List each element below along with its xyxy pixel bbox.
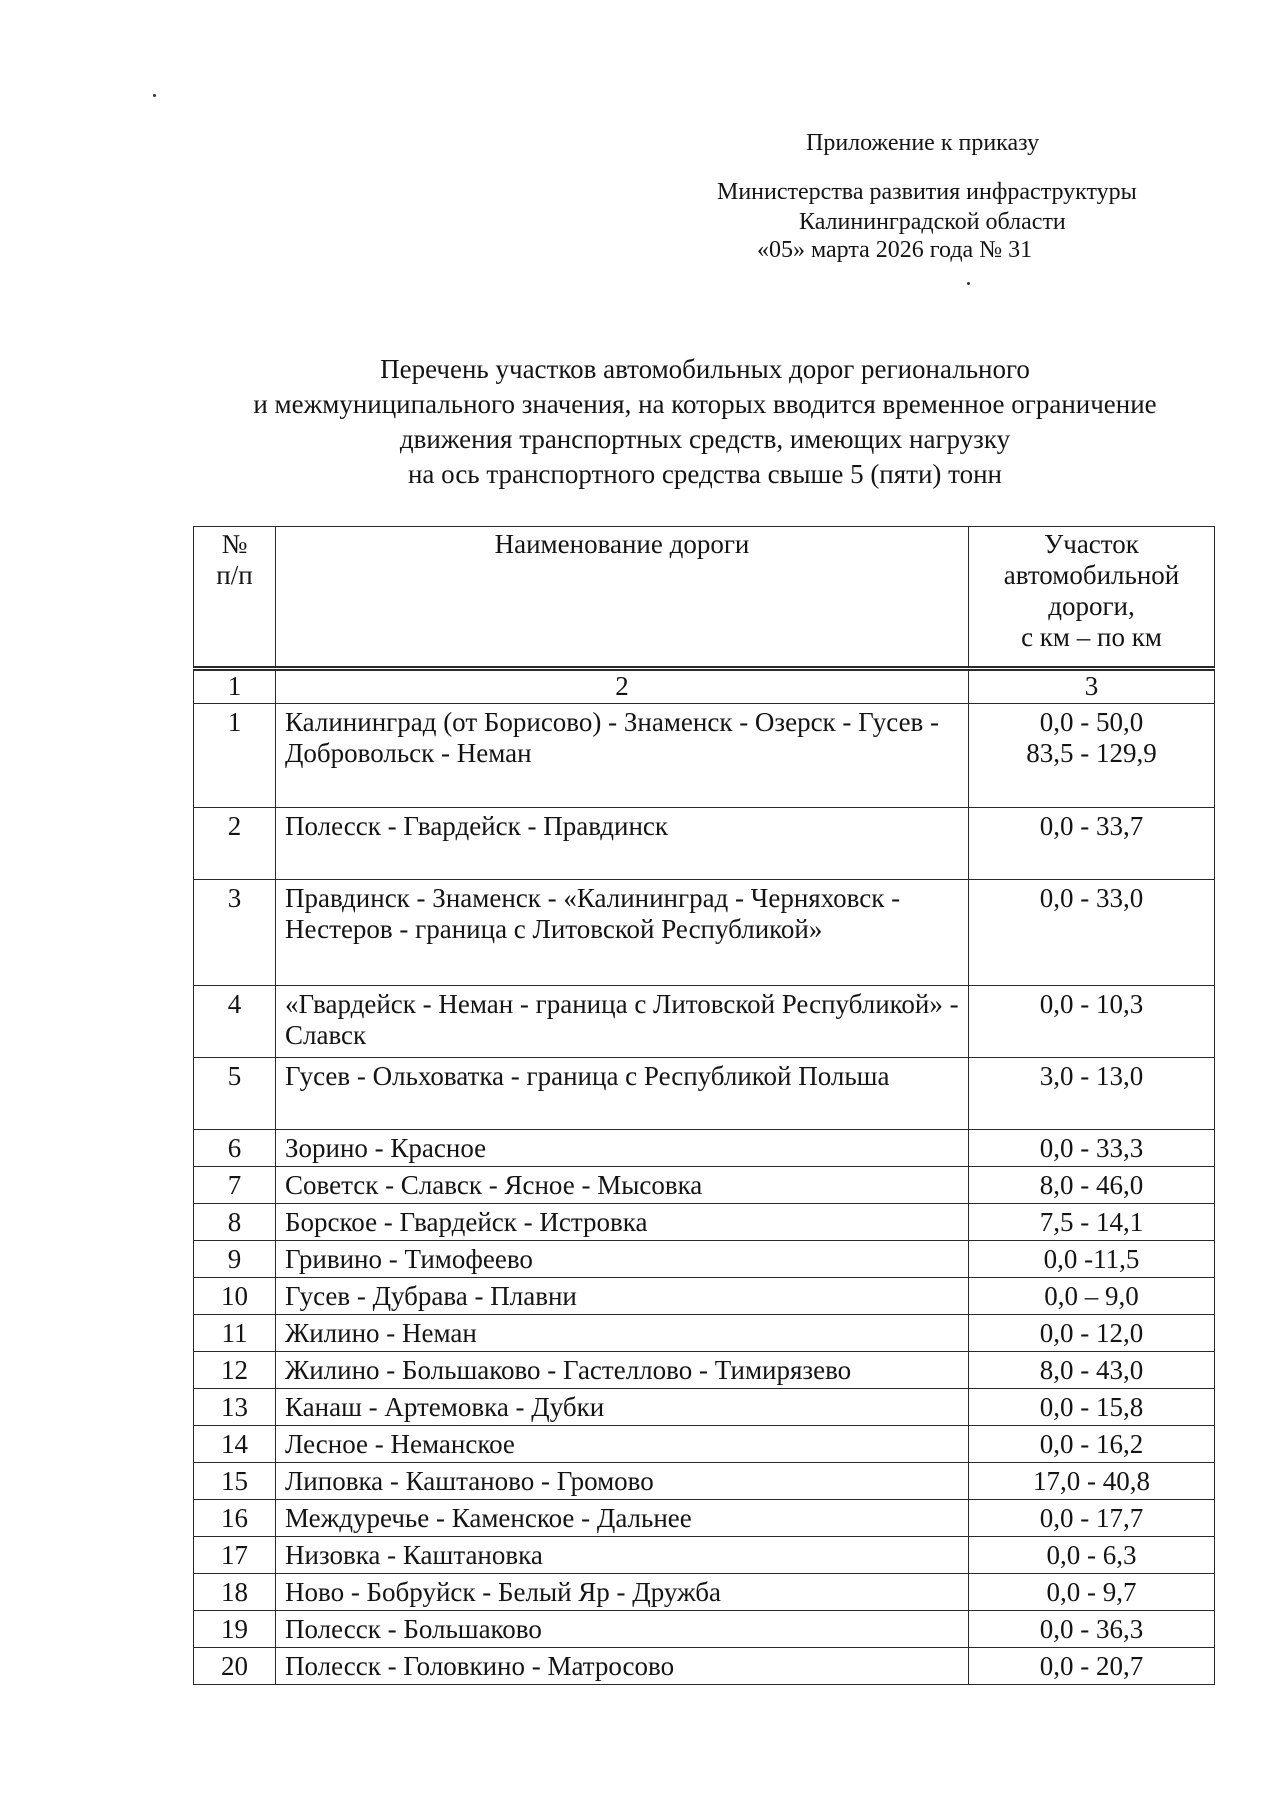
row-number: 17 — [194, 1537, 276, 1574]
road-name: «Гвардейск - Неман - граница с Литовской Республикой» - Славск — [276, 986, 969, 1058]
table-row — [194, 1500, 1215, 1537]
header-range-line: автомобильной — [1003, 560, 1180, 590]
order-date-number: «05» марта 2026 года № 31 — [757, 237, 1033, 263]
scan-speck — [967, 282, 970, 285]
km-range: 0,0 - 20,7 — [1039, 1651, 1144, 1681]
road-section-km — [969, 1426, 1215, 1463]
row-number: 19 — [194, 1611, 276, 1648]
header-range-line: с км – по км — [1021, 622, 1162, 652]
road-name: Полесск - Головкино - Матросово — [276, 1648, 969, 1685]
road-section-km — [969, 1315, 1215, 1352]
km-range: 17,0 - 40,8 — [1033, 1466, 1150, 1496]
table-row — [194, 1130, 1215, 1167]
column-number: 1 — [194, 669, 276, 704]
row-number: 3 — [194, 880, 276, 986]
table-row — [194, 704, 1215, 808]
row-number: 2 — [194, 808, 276, 880]
road-name: Зорино - Красное — [276, 1130, 969, 1167]
road-name: Гривино - Тимофеево — [276, 1241, 969, 1278]
row-number: 9 — [194, 1241, 276, 1278]
table-row — [194, 1648, 1215, 1685]
appendix-label: Приложение к приказу — [806, 130, 1040, 156]
km-range: 0,0 - 33,3 — [1039, 1133, 1144, 1163]
road-name: Жилино - Большаково - Гастеллово - Тимирязево — [276, 1352, 969, 1389]
road-section-km — [969, 1463, 1215, 1500]
column-number: 2 — [276, 669, 969, 704]
row-number: 6 — [194, 1130, 276, 1167]
row-number: 20 — [194, 1648, 276, 1685]
road-section-km — [969, 1058, 1215, 1130]
road-name: Полесск - Гвардейск - Правдинск — [276, 808, 969, 880]
road-name: Борское - Гвардейск - Истровка — [276, 1204, 969, 1241]
km-range: 0,0 - 36,3 — [1039, 1614, 1144, 1644]
road-section-km — [969, 1574, 1215, 1611]
km-range: 83,5 - 129,9 — [1026, 738, 1157, 768]
km-range: 0,0 - 12,0 — [1039, 1318, 1144, 1348]
road-name: Жилино - Неман — [276, 1315, 969, 1352]
road-section-km — [969, 1241, 1215, 1278]
header-range-line: Участок — [1044, 529, 1139, 559]
road-name: Липовка - Каштаново - Громово — [276, 1463, 969, 1500]
header-name-text: Наименование дороги — [494, 529, 750, 559]
road-name: Советск - Славск - Ясное - Мысовка — [276, 1167, 969, 1204]
row-number: 11 — [194, 1315, 276, 1352]
row-number: 5 — [194, 1058, 276, 1130]
km-range: 0,0 - 6,3 — [1046, 1540, 1137, 1570]
title-line: движения транспортных средств, имеющих нагрузку — [399, 424, 1011, 454]
table-row — [194, 880, 1215, 986]
row-number: 12 — [194, 1352, 276, 1389]
table-row — [194, 986, 1215, 1058]
table-row — [194, 1241, 1215, 1278]
table-row — [194, 1426, 1215, 1463]
km-range: 3,0 - 13,0 — [1039, 1061, 1144, 1091]
header-range — [969, 527, 1215, 669]
row-number: 4 — [194, 986, 276, 1058]
road-section-km — [969, 1611, 1215, 1648]
road-section-km — [969, 808, 1215, 880]
road-name: Гусев - Ольховатка - граница с Республикой Польша — [276, 1058, 969, 1130]
table-row — [194, 1278, 1215, 1315]
header-num — [194, 527, 276, 669]
row-number: 16 — [194, 1500, 276, 1537]
table-row — [194, 808, 1215, 880]
header-num-line: № — [221, 529, 248, 559]
road-name: Междуречье - Каменское - Дальнее — [276, 1500, 969, 1537]
table-row — [194, 1611, 1215, 1648]
km-range: 0,0 - 17,7 — [1039, 1503, 1144, 1533]
km-range: 7,5 - 14,1 — [1039, 1207, 1144, 1237]
table-row — [194, 1352, 1215, 1389]
road-section-km — [969, 1537, 1215, 1574]
header-range-line: дороги, — [1048, 591, 1135, 621]
roads-table — [193, 526, 1215, 1685]
road-name: Низовка - Каштановка — [276, 1537, 969, 1574]
road-section-km — [969, 1278, 1215, 1315]
column-number-row — [194, 669, 1215, 704]
km-range: 0,0 - 33,0 — [1039, 883, 1144, 913]
road-name: Ново - Бобруйск - Белый Яр - Дружба — [276, 1574, 969, 1611]
table-header-row — [194, 527, 1215, 669]
row-number: 18 — [194, 1574, 276, 1611]
title-line: на ось транспортного средства свыше 5 (пяти) тонн — [407, 459, 1003, 489]
km-range: 8,0 - 46,0 — [1039, 1170, 1144, 1200]
table-row — [194, 1204, 1215, 1241]
table-row — [194, 1167, 1215, 1204]
road-name: Полесск - Большаково — [276, 1611, 969, 1648]
km-range: 0,0 - 10,3 — [1039, 989, 1144, 1019]
row-number: 1 — [194, 704, 276, 808]
road-section-km — [969, 1352, 1215, 1389]
km-range: 0,0 - 50,0 — [1039, 707, 1144, 737]
road-section-km — [969, 704, 1215, 808]
road-section-km — [969, 986, 1215, 1058]
road-section-km — [969, 1500, 1215, 1537]
road-section-km — [969, 1167, 1215, 1204]
row-number: 8 — [194, 1204, 276, 1241]
km-range: 8,0 - 43,0 — [1039, 1355, 1144, 1385]
title-line: и межмуниципального значения, на которых вводится временное ограничение — [253, 389, 1157, 419]
row-number: 10 — [194, 1278, 276, 1315]
header-name — [276, 527, 969, 669]
table-row — [194, 1315, 1215, 1352]
document-title — [180, 352, 1230, 492]
column-number: 3 — [969, 669, 1215, 704]
header-num-line: п/п — [216, 560, 253, 590]
road-section-km — [969, 1648, 1215, 1685]
road-section-km — [969, 1130, 1215, 1167]
table-row — [194, 1058, 1215, 1130]
table-row — [194, 1463, 1215, 1500]
table-row — [194, 1537, 1215, 1574]
row-number: 14 — [194, 1426, 276, 1463]
road-name: Калининград (от Борисово) - Знаменск - Озерск - Гусев - Добровольск - Неман — [276, 704, 969, 808]
km-range: 0,0 -11,5 — [1043, 1244, 1140, 1274]
road-section-km — [969, 880, 1215, 986]
road-name: Канаш - Артемовка - Дубки — [276, 1389, 969, 1426]
scan-speck — [153, 94, 156, 97]
row-number: 15 — [194, 1463, 276, 1500]
road-section-km — [969, 1389, 1215, 1426]
road-name: Правдинск - Знаменск - «Калининград - Черняховск - Нестеров - граница с Литовской Республикой» — [276, 880, 969, 986]
row-number: 13 — [194, 1389, 276, 1426]
km-range: 0,0 – 9,0 — [1044, 1281, 1139, 1311]
title-line: Перечень участков автомобильных дорог регионального — [380, 354, 1030, 384]
road-section-km — [969, 1204, 1215, 1241]
row-number: 7 — [194, 1167, 276, 1204]
km-range: 0,0 - 33,7 — [1039, 811, 1144, 841]
road-name: Лесное - Неманское — [276, 1426, 969, 1463]
table-row — [194, 1389, 1215, 1426]
road-name: Гусев - Дубрава - Плавни — [276, 1278, 969, 1315]
table-row — [194, 1574, 1215, 1611]
ministry-name: Министерства развития инфраструктуры — [717, 179, 1137, 205]
km-range: 0,0 - 15,8 — [1039, 1392, 1144, 1422]
region-name: Калининградской области — [799, 209, 1066, 235]
km-range: 0,0 - 9,7 — [1046, 1577, 1137, 1607]
km-range: 0,0 - 16,2 — [1039, 1429, 1144, 1459]
